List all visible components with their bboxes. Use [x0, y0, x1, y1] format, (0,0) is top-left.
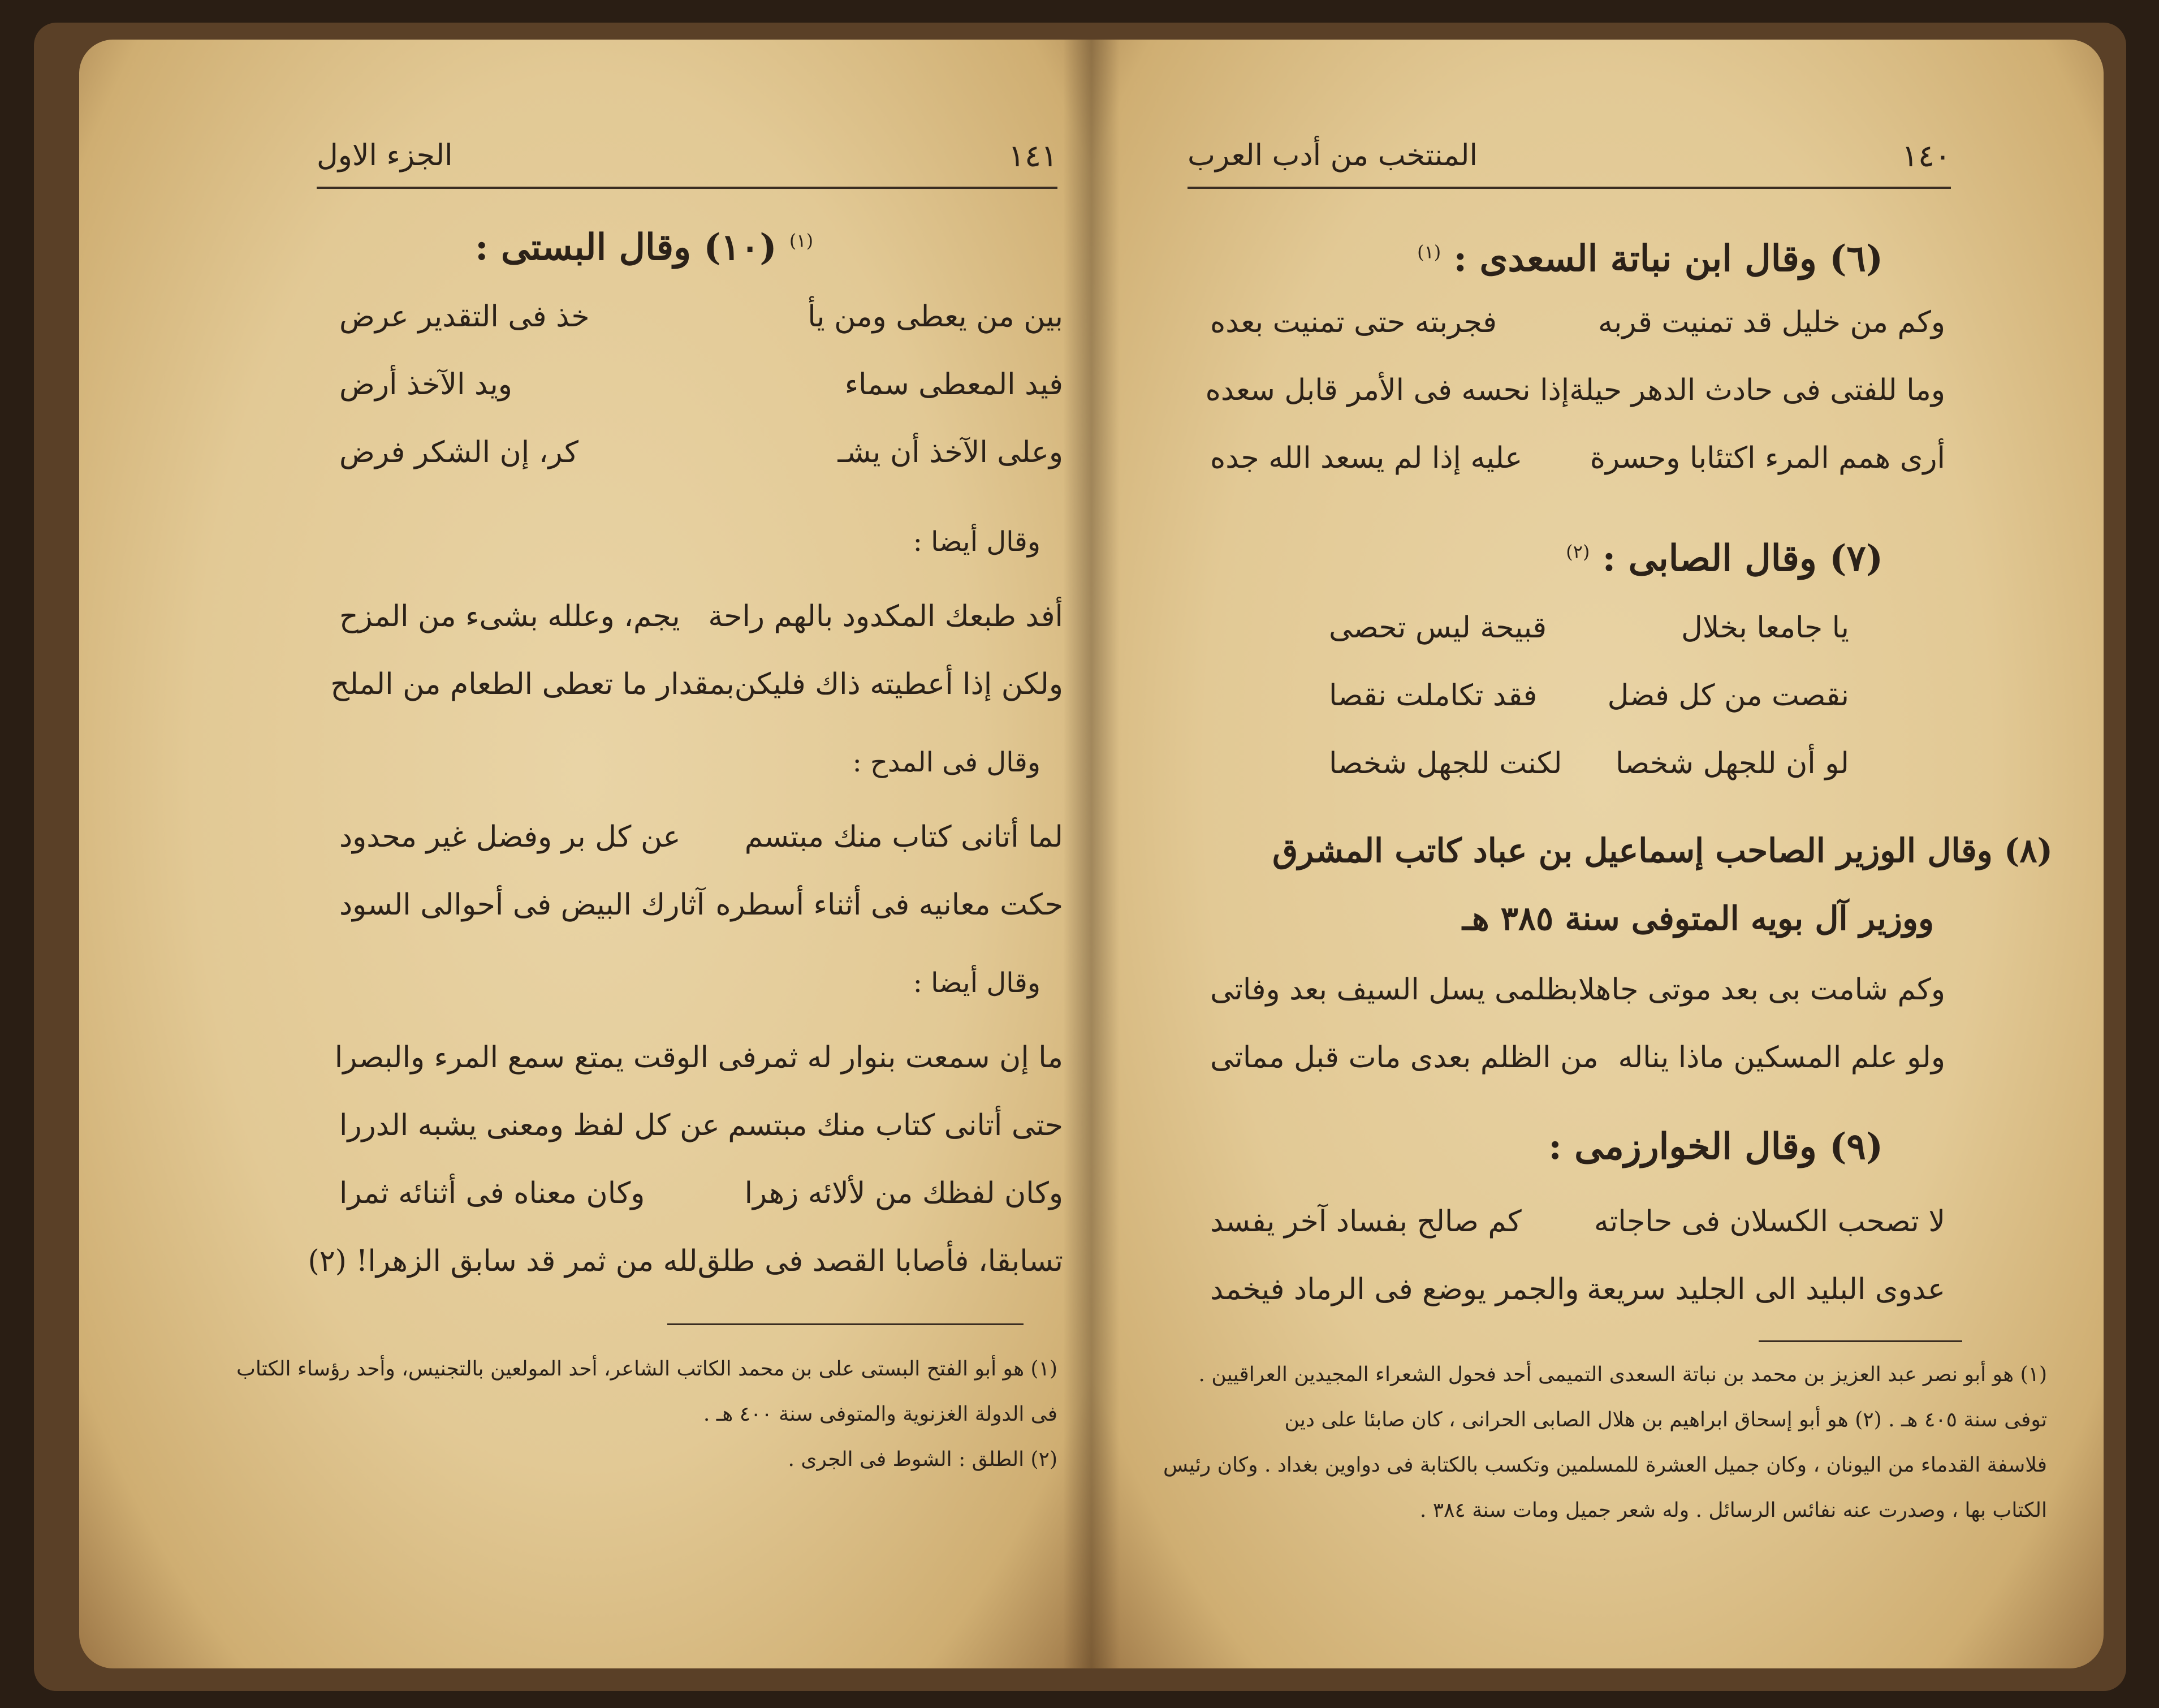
left-page-header — [317, 124, 1057, 189]
verse-line — [1210, 1041, 1945, 1075]
verse-second-hemistich: كر، إن الشكر فرض — [339, 435, 578, 469]
verse-second-hemistich: عليه إذا لم يسعد الله جده — [1210, 441, 1523, 475]
verse-first-hemistich: بين من يعطى ومن يأ — [808, 300, 1063, 334]
verse-first-hemistich: أرى همم المرء اكتئابا وحسرة — [1590, 441, 1945, 475]
verse-line — [1205, 373, 1945, 407]
verse-first-hemistich: فيد المعطى سماء — [844, 368, 1063, 402]
verse-second-hemistich: عن كل بر وفضل غير محدود — [339, 820, 681, 854]
verse-line — [1329, 679, 1849, 713]
section-9-title: (٩) وقال الخوارزمى : — [1548, 1125, 1883, 1168]
verse-first-hemistich: وما للفتى فى حادث الدهر حيلة — [1569, 373, 1945, 407]
left-page — [79, 40, 1091, 1668]
footnote: (٢) الطلق : الشوط فى الجرى . — [788, 1448, 1057, 1471]
verse-line — [1210, 1205, 1945, 1239]
verse-line — [1329, 611, 1849, 645]
verse-first-hemistich: تسابقا، فأصابا القصد فى طلق — [697, 1244, 1063, 1278]
verse-line — [308, 1244, 1063, 1278]
verse-second-hemistich: كم صالح بفساد آخر يفسد — [1210, 1205, 1522, 1239]
right-page — [1091, 40, 2104, 1668]
verse-second-hemistich: فجربته حتى تمنيت بعده — [1210, 305, 1497, 339]
verse-line — [339, 368, 1063, 402]
verse-line — [330, 667, 1063, 701]
verse-second-hemistich: إذا نحسه فى الأمر قابل سعده — [1205, 373, 1570, 407]
verse-first-hemistich: حكت معانيه فى أثناء أسطره — [715, 888, 1063, 922]
section-10-title: $^{(١)}$ (١٠) وقال البستى : — [475, 226, 814, 269]
verse-line — [339, 820, 1063, 854]
verse-line — [334, 1041, 1063, 1075]
verse-second-hemistich: فى الوقت يمتع سمع المرء والبصرا — [334, 1041, 757, 1075]
verse-second-hemistich: ويد الآخذ أرض — [339, 368, 512, 402]
verse-first-hemistich: لما أتانى كتاب منك مبتسم — [744, 820, 1063, 854]
footnote: توفى سنة ٤٠٥ هـ . (٢) هو أبو إسحاق ابراهيم بن هلال الصابى الحرانى ، كان صابئا على دين — [1284, 1408, 2047, 1431]
verse-first-hemistich: حتى أتانى كتاب منك مبتسم — [728, 1109, 1063, 1142]
footnote-mark: (١) — [1417, 241, 1441, 263]
book-spread — [79, 40, 2092, 1668]
verse-second-hemistich: لله من ثمر قد سابق الزهرا! (٢) — [308, 1244, 698, 1278]
verse-first-hemistich: وكم شامت بى بعد موتى جاهلا — [1578, 973, 1945, 1007]
verse-second-hemistich: وكان معناه فى أثنائه ثمرا — [339, 1176, 645, 1210]
verse-line — [1329, 747, 1849, 780]
section-8-subtitle: ووزير آل بويه المتوفى سنة ٣٨٥ هـ — [1462, 899, 1934, 938]
footnote: (١) هو أبو الفتح البستى على بن محمد الكاتب الشاعر، أحد المولعين بالتجنيس، وأحد رؤساء الكتاب — [236, 1357, 1057, 1381]
verse-second-hemistich: فقد تكاملت نقصا — [1329, 679, 1538, 713]
verse-line — [1210, 973, 1945, 1007]
verse-first-hemistich: وكم من خليل قد تمنيت قربه — [1597, 305, 1945, 339]
verse-first-hemistich: لا تصحب الكسلان فى حاجاته — [1594, 1205, 1945, 1239]
verse-first-hemistich: ولكن إذا أعطيته ذاك فليكن — [734, 667, 1063, 701]
right-page-header — [1188, 124, 1951, 189]
footnote-rule — [667, 1323, 1024, 1325]
verse-line — [339, 1109, 1063, 1142]
footnote: الكتاب بها ، وصدرت عنه نفائس الرسائل . وله شعر جميل ومات سنة ٣٨٤ . — [1419, 1499, 2047, 1522]
verse-line — [339, 888, 1063, 922]
verse-first-hemistich: عدوى البليد الى الجليد سريعة — [1587, 1273, 1945, 1306]
footnote: (١) هو أبو نصر عبد العزيز بن محمد بن نباتة السعدى التميمى أحد فحول الشعراء المجيدين العراقيين . — [1198, 1363, 2047, 1386]
subheading: وقال فى المدح : — [852, 747, 1040, 778]
left-running-title: الجزء الاول — [317, 139, 453, 172]
verse-second-hemistich: خذ فى التقدير عرض — [339, 300, 590, 334]
verse-second-hemistich: لكنت للجهل شخصا — [1329, 747, 1562, 780]
left-page-number: ١٤١ — [1008, 137, 1057, 174]
verse-line — [339, 1176, 1063, 1210]
verse-line — [1210, 441, 1945, 475]
verse-second-hemistich: والجمر يوضع فى الرماد فيخمد — [1210, 1273, 1579, 1306]
verse-first-hemistich: لو أن للجهل شخصا — [1616, 747, 1849, 780]
verse-second-hemistich: يجم، وعلله بشىء من المزح — [339, 599, 680, 633]
verse-first-hemistich: ما إن سمعت بنوار له ثمر — [756, 1041, 1063, 1075]
verse-second-hemistich: من الظلم بعدى مات قبل مماتى — [1210, 1041, 1599, 1075]
verse-second-hemistich: آثارك البيض فى أحوالى السود — [339, 888, 705, 922]
footnote-rule — [1759, 1340, 1962, 1342]
verse-line — [1210, 1273, 1945, 1306]
section-8-title: (٨) وقال الوزير الصاحب إسماعيل بن عباد كاتب المشرق — [1272, 831, 2053, 870]
verse-first-hemistich: وكان لفظك من لألائه زهرا — [744, 1176, 1063, 1210]
right-page-number: ١٤٠ — [1901, 137, 1951, 174]
verse-first-hemistich: وعلى الآخذ أن يشـ — [837, 435, 1063, 469]
subheading: وقال أيضا : — [913, 526, 1040, 558]
verse-second-hemistich: عن كل لفظ ومعنى يشبه الدررا — [339, 1109, 720, 1142]
verse-second-hemistich: بمقدار ما تعطى الطعام من الملح — [330, 667, 735, 701]
right-running-title: المنتخب من أدب العرب — [1188, 139, 1478, 172]
verse-line — [1210, 305, 1945, 339]
verse-line — [339, 599, 1063, 633]
verse-first-hemistich: يا جامعا بخلال — [1681, 611, 1849, 645]
verse-first-hemistich: أفد طبعك المكدود بالهم راحة — [708, 599, 1063, 633]
footnote: فى الدولة الغزنوية والمتوفى سنة ٤٠٠ هـ . — [703, 1403, 1057, 1426]
footnote-mark: (١) — [789, 230, 814, 252]
verse-first-hemistich: نقصت من كل فضل — [1607, 679, 1849, 713]
section-6-title: (٦) وقال ابن نباتة السعدى : $^{(١)}$ — [1417, 238, 1883, 280]
footnote-mark: (٢) — [1566, 541, 1590, 563]
verse-second-hemistich: بظلمى يسل السيف بعد وفاتى — [1210, 973, 1578, 1007]
book-gutter — [1063, 40, 1120, 1668]
verse-line — [339, 300, 1063, 334]
verse-second-hemistich: قبيحة ليس تحصى — [1329, 611, 1547, 645]
verse-line — [339, 435, 1063, 469]
subheading: وقال أيضا : — [913, 967, 1040, 999]
verse-first-hemistich: ولو علم المسكين ماذا يناله — [1618, 1041, 1945, 1075]
footnote: فلاسفة القدماء من اليونان ، وكان جميل العشرة للمسلمين وتكسب بالكتابة فى دواوين بغداد . وكان رئيس — [1163, 1453, 2047, 1477]
section-7-title: (٧) وقال الصابى : $^{(٢)}$ — [1566, 537, 1883, 580]
